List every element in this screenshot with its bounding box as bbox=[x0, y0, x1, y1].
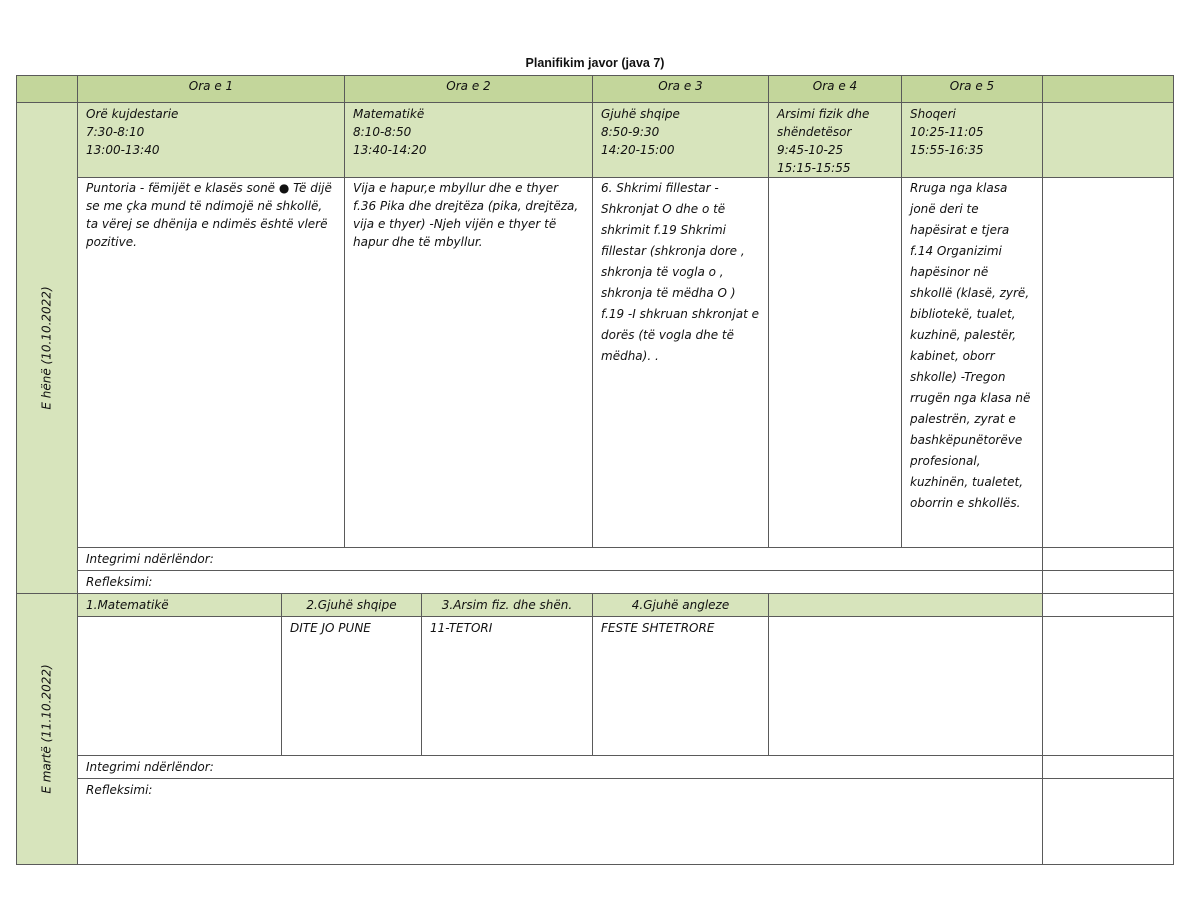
monday-content-2: Vija e hapur,e mbyllur dhe e thyer f.36 Pika dhe drejtëza (pika, drejtëza, vija e thyer) -Njeh vijën e thyer të hapur dhe të mbyllur. bbox=[344, 177, 593, 548]
tuesday-content-3: 11-TETORI bbox=[421, 616, 593, 756]
monday-content-3: 6. Shkrimi fillestar - Shkronjat O dhe o të shkrimit f.19 Shkrimi fillestar (shkronja dore , shkronja të vogla o , shkronja të mëdha O ) f.19 -I shkruan shkronjat e dorës (të vogla dhe të mëdha). . bbox=[592, 177, 769, 548]
monday-content-4 bbox=[768, 177, 902, 548]
header-ora-1: Ora e 1 bbox=[77, 75, 345, 103]
monday-content-extra bbox=[1042, 177, 1174, 548]
monday-subject-extra bbox=[1042, 102, 1174, 178]
subject-name: Arsimi fizik dhe shëndetësor bbox=[777, 107, 870, 139]
tuesday-subject-extra bbox=[1042, 593, 1174, 617]
monday-day-label-cell bbox=[16, 102, 78, 594]
monday-content-5: Rruga nga klasa jonë deri te hapësirat e tjera f.14 Organizimi hapësinor në shkollë (klasë, zyrë, bibliotekë, tualet, kuzhinë, palestër, kabinet, oborr shkolle) -Tregon rrugën nga klasa në palestrën, zyrat e bashkëpunëtorëve profesional, kuzhinën, tualetet, oborrin e shkollës. bbox=[901, 177, 1043, 548]
tuesday-day-label: E martë (11.10.2022) bbox=[40, 664, 55, 794]
tuesday-subject-4: 4.Gjuhë angleze bbox=[592, 593, 769, 617]
subject-name: Shoqeri bbox=[910, 107, 956, 121]
tuesday-content-empty bbox=[768, 616, 1043, 756]
subject-time: 13:40-14:20 bbox=[353, 143, 427, 157]
header-ora-4: Ora e 4 bbox=[768, 75, 902, 103]
subject-time: 7:30-8:10 bbox=[86, 125, 145, 139]
subject-time: 14:20-15:00 bbox=[601, 143, 675, 157]
tuesday-integrimi-extra bbox=[1042, 755, 1174, 779]
tuesday-integrimi-label: Integrimi ndërlëndor: bbox=[77, 755, 1043, 779]
monday-subject-5 bbox=[901, 102, 1043, 178]
monday-subject-2 bbox=[344, 102, 593, 178]
subject-time: 8:10-8:50 bbox=[353, 125, 412, 139]
subject-name: Orë kujdestarie bbox=[86, 107, 179, 121]
header-ora-2: Ora e 2 bbox=[344, 75, 593, 103]
subject-name: Gjuhë shqipe bbox=[601, 107, 680, 121]
page-title: Planifikim javor (java 7) bbox=[525, 56, 665, 70]
tuesday-content-4: FESTE SHTETRORE bbox=[592, 616, 769, 756]
header-ora-5: Ora e 5 bbox=[901, 75, 1043, 103]
subject-name: Matematikë bbox=[353, 107, 425, 121]
tuesday-refleksimi-extra bbox=[1042, 778, 1174, 865]
monday-content-1: Puntoria - fëmijët e klasës sonë ● Të dijë se me çka mund të ndimojë në shkollë, ta vërej se dhënija e ndimës është vlerë pozitive. bbox=[77, 177, 345, 548]
header-extra-cell bbox=[1042, 75, 1174, 103]
tuesday-content-2: DITE JO PUNE bbox=[281, 616, 422, 756]
tuesday-content-1 bbox=[77, 616, 282, 756]
monday-subject-1 bbox=[77, 102, 345, 178]
tuesday-day-label-cell bbox=[16, 593, 78, 865]
subject-time: 10:25-11:05 bbox=[910, 125, 984, 139]
monday-day-label: E hënë (10.10.2022) bbox=[40, 286, 55, 410]
header-ora-3: Ora e 3 bbox=[592, 75, 769, 103]
monday-refleksimi-extra bbox=[1042, 570, 1174, 594]
tuesday-subject-3: 3.Arsim fiz. dhe shën. bbox=[421, 593, 593, 617]
header-corner-cell bbox=[16, 75, 78, 103]
tuesday-subject-empty bbox=[768, 593, 1043, 617]
tuesday-subject-1: 1.Matematikë bbox=[77, 593, 282, 617]
subject-time: 15:55-16:35 bbox=[910, 143, 984, 157]
tuesday-content-extra bbox=[1042, 616, 1174, 756]
monday-integrimi-label: Integrimi ndërlëndor: bbox=[77, 547, 1043, 571]
subject-time: 9:45-10-25 bbox=[777, 143, 844, 157]
subject-time: 8:50-9:30 bbox=[601, 125, 660, 139]
subject-time: 13:00-13:40 bbox=[86, 143, 160, 157]
monday-refleksimi-label: Refleksimi: bbox=[77, 570, 1043, 594]
monday-integrimi-extra bbox=[1042, 547, 1174, 571]
tuesday-refleksimi-label: Refleksimi: bbox=[77, 778, 1043, 865]
subject-time: 15:15-15:55 bbox=[777, 161, 851, 175]
tuesday-subject-2: 2.Gjuhë shqipe bbox=[281, 593, 422, 617]
monday-subject-4 bbox=[768, 102, 902, 178]
monday-subject-3 bbox=[592, 102, 769, 178]
